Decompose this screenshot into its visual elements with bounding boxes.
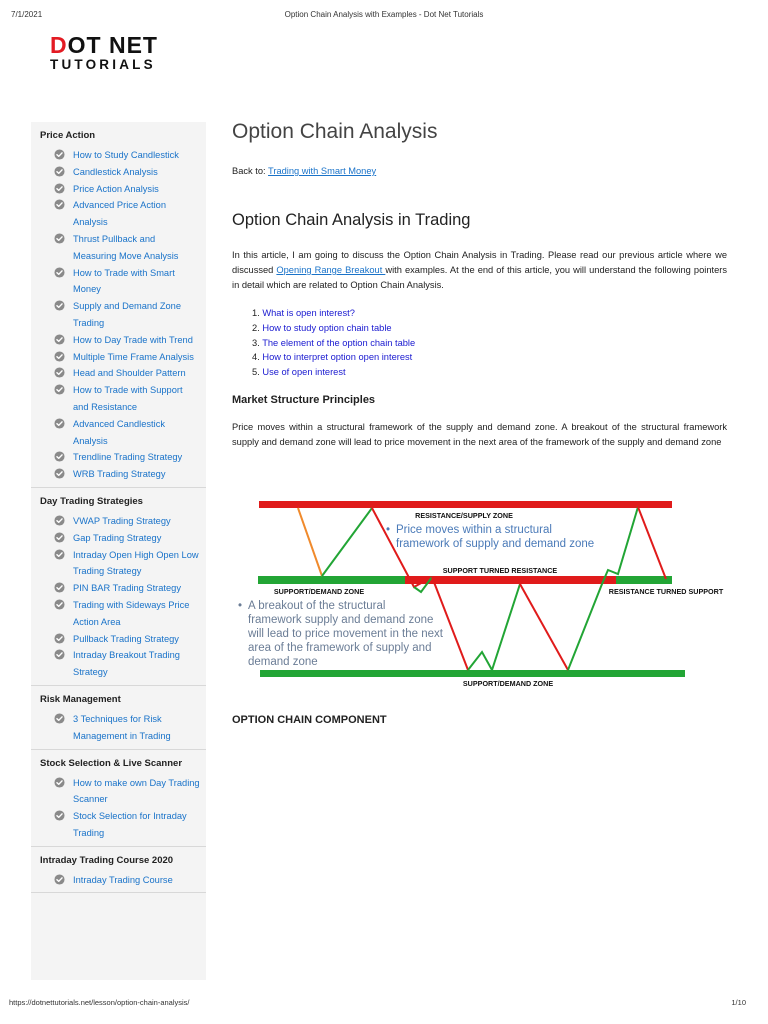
intro-link-opening-range-breakout[interactable]: Opening Range Breakout <box>276 265 386 275</box>
toc-number: 3. <box>252 337 260 348</box>
label-support-demand-2: SUPPORT/DEMAND ZONE <box>462 679 554 688</box>
sidebar-item-label: Trading with Sideways Price Action Area <box>73 599 190 627</box>
sidebar-item-label: Price Action Analysis <box>73 183 159 194</box>
sidebar-section-title: Price Action <box>40 130 96 141</box>
sidebar-item-label: How to Trade with Smart Money <box>73 267 175 295</box>
sidebar-item-head-and-shoulder-pattern[interactable] <box>31 365 206 382</box>
logo-line2: TUTORIALS <box>50 57 156 72</box>
section-title: Option Chain Analysis in Trading <box>232 211 471 229</box>
sidebar-item-label: Stock Selection for Intraday Trading <box>73 811 187 838</box>
back-link[interactable]: Trading with Smart Money <box>268 166 377 176</box>
sidebar-item-intraday-breakout-trading-strategy[interactable] <box>31 647 206 681</box>
check-circle-icon <box>54 183 65 194</box>
check-circle-icon <box>54 777 65 788</box>
sidebar-item-how-to-study-candlestick[interactable] <box>31 147 206 164</box>
toc-item[interactable] <box>252 365 415 380</box>
sidebar-item-label: Intraday Open High Open Low Trading Strategy <box>73 549 199 577</box>
price-path-down-4 <box>638 507 666 579</box>
check-circle-icon <box>54 233 65 244</box>
print-doc-title: Option Chain Analysis with Examples - Dot Net Tutorials <box>284 10 484 19</box>
sidebar-item-label: How to Trade with Support and Resistance <box>73 385 183 412</box>
sidebar-section-risk-management <box>31 686 206 750</box>
sidebar-section-price-action <box>31 122 206 488</box>
toc-link[interactable]: How to interpret option open interest <box>262 352 413 363</box>
note2-line5: demand zone <box>248 656 318 668</box>
sidebar-item-label: How to Study Candlestick <box>73 150 179 160</box>
support-demand-bar-left <box>258 576 405 584</box>
logo-letter-d: D <box>50 32 68 58</box>
check-circle-icon <box>54 166 65 177</box>
note2-line1: A breakout of the structural <box>248 600 386 612</box>
check-circle-icon <box>54 874 65 885</box>
price-path-orange <box>298 508 322 576</box>
check-circle-icon <box>54 199 65 210</box>
sidebar-item-label: 3 Techniques for Risk Management in Trading <box>73 713 171 741</box>
heading-option-chain-component: OPTION CHAIN COMPONENT <box>232 714 387 726</box>
label-support-turned-resistance: SUPPORT TURNED RESISTANCE <box>442 566 558 575</box>
market-paragraph: Price moves within a structural framework of the supply and demand zone. A breakout of the structural framework supply and demand zone will lead to price movement in the next area of the framework of the supply and demand zone <box>232 422 727 447</box>
sidebar-item-label: Head and Shoulder Pattern <box>73 368 186 379</box>
sidebar-item-advanced-price-action-analysis[interactable] <box>31 197 206 231</box>
market-structure-diagram <box>236 487 736 697</box>
sidebar-item-intraday-trading-course[interactable] <box>31 872 206 889</box>
toc-link[interactable]: What is open interest? <box>262 308 355 318</box>
note1-bullet: • <box>386 524 391 536</box>
toc-link[interactable]: The element of the option chain table <box>262 337 416 348</box>
resistance-supply-bar <box>259 501 672 508</box>
check-circle-icon <box>54 149 65 160</box>
check-circle-icon <box>54 515 65 526</box>
sidebar-item-label: Pullback Trading Strategy <box>73 633 179 644</box>
sidebar-item-trading-with-sideways-price-action-area[interactable] <box>31 597 206 631</box>
check-circle-icon <box>54 300 65 311</box>
check-circle-icon <box>54 384 65 395</box>
sidebar-item-label: Thrust Pullback and Measuring Move Analysis <box>73 233 179 261</box>
sidebar-item-label: How to Day Trade with Trend <box>73 334 193 345</box>
sidebar-item-how-to-day-trade-with-trend[interactable] <box>31 332 206 349</box>
sidebar-item-label: Intraday Breakout Trading Strategy <box>73 650 180 678</box>
intro-text-2: with examples. At the end of this article, you will understand the following pointers in detail which are related to Option Chain Analysis. <box>232 265 727 290</box>
sidebar-list <box>31 872 206 889</box>
sidebar-item-supply-and-demand-zone-trading[interactable] <box>31 298 206 332</box>
sidebar-section-title: Day Trading Strategies <box>40 495 143 507</box>
sidebar-item-how-to-trade-with-support-and-resistance[interactable] <box>31 382 206 416</box>
label-resistance-supply: RESISTANCE/SUPPLY ZONE <box>415 511 513 520</box>
check-circle-icon <box>54 599 65 610</box>
toc-number: 2. <box>252 322 260 333</box>
resistance-turned-support-bar <box>616 576 672 584</box>
price-path-down-2 <box>432 577 468 670</box>
print-page-number: 1/10 <box>731 998 746 1007</box>
sidebar-list <box>31 513 206 681</box>
toc-item[interactable] <box>252 336 415 351</box>
note2-line4: area of the framework of supply and <box>248 642 432 654</box>
sidebar-item-label: VWAP Trading Strategy <box>73 515 171 526</box>
sidebar-section-title: Intraday Trading Course 2020 <box>40 854 174 866</box>
price-path-down-3 <box>520 584 568 670</box>
breadcrumb <box>232 166 376 176</box>
note1-line2: framework of supply and demand zone <box>396 538 595 550</box>
sidebar-list <box>31 711 206 745</box>
sidebar-section-title: Risk Management <box>40 693 121 705</box>
sidebar-item-label: How to make own Day Trading Scanner <box>73 777 200 805</box>
note1-line1: Price moves within a structural <box>396 524 552 536</box>
sidebar-nav <box>31 122 206 980</box>
print-date: 7/1/2021 <box>11 10 43 19</box>
print-url: https://dotnettutorials.net/lesson/option-chain-analysis/ <box>9 998 190 1007</box>
sidebar-item-how-to-trade-with-smart-money[interactable] <box>31 265 206 299</box>
note-1 <box>386 524 594 550</box>
note2-bullet: • <box>238 600 243 612</box>
check-circle-icon <box>54 267 65 278</box>
label-resistance-turned-support: RESISTANCE TURNED SUPPORT <box>608 587 724 596</box>
sidebar-item-label: Trendline Trading Strategy <box>73 452 183 463</box>
sidebar-item-label: PIN BAR Trading Strategy <box>73 583 181 594</box>
sidebar-item-intraday-open-high-open-low-trading-strategy[interactable] <box>31 547 206 581</box>
sidebar-item-price-action-analysis[interactable] <box>31 181 206 198</box>
sidebar-item-label: Candlestick Analysis <box>73 166 158 177</box>
sidebar-item-stock-selection-for-intraday-trading[interactable] <box>31 808 206 842</box>
sidebar-section-intraday-trading-course-2020 <box>31 847 206 894</box>
check-circle-icon <box>54 582 65 593</box>
check-circle-icon <box>54 549 65 560</box>
sidebar-section-stock-selection-live-scanner <box>31 750 206 847</box>
check-circle-icon <box>54 351 65 362</box>
toc-item[interactable] <box>252 321 415 336</box>
sidebar-list <box>31 147 206 483</box>
support-turned-resistance-bar <box>405 576 616 584</box>
toc-number: 5. <box>252 367 260 378</box>
toc-number: 4. <box>252 352 260 363</box>
page-title: Option Chain Analysis <box>232 120 438 143</box>
toc-link[interactable]: Use of open interest <box>262 367 346 378</box>
sidebar-item-label: Multiple Time Frame Analysis <box>73 351 194 362</box>
sidebar-item-label: Advanced Candlestick Analysis <box>73 418 165 446</box>
check-circle-icon <box>54 633 65 644</box>
toc-item[interactable] <box>252 350 415 365</box>
sidebar-item-multiple-time-frame-analysis[interactable] <box>31 349 206 366</box>
sidebar-list <box>31 775 206 842</box>
support-demand-bar-bottom <box>260 670 685 677</box>
check-circle-icon <box>54 649 65 660</box>
price-path-up-1 <box>322 508 372 576</box>
note2-line2: framework supply and demand zone <box>248 614 434 626</box>
sidebar-item-candlestick-analysis[interactable] <box>31 164 206 181</box>
sidebar-item-label: Gap Trading Strategy <box>73 532 162 543</box>
check-circle-icon <box>54 334 65 345</box>
sidebar-item-thrust-pullback-and-measuring-move-analysis[interactable] <box>31 231 206 265</box>
sidebar-item-trendline-trading-strategy[interactable] <box>31 449 206 466</box>
check-circle-icon <box>54 418 65 429</box>
print-footer <box>0 998 768 1010</box>
sidebar-item-label: Advanced Price Action Analysis <box>73 200 167 228</box>
sidebar-section-day-trading-strategies <box>31 488 206 686</box>
sidebar-item-wrb-trading-strategy[interactable] <box>31 466 206 483</box>
sidebar-item-pin-bar-trading-strategy[interactable] <box>31 580 206 597</box>
sidebar-item-gap-trading-strategy[interactable] <box>31 530 206 547</box>
sidebar-item-3-techniques-for-risk-management-in-trading[interactable] <box>31 711 206 745</box>
intro-text-1: In this article, I am going to discuss the Option Chain Analysis in Trading. Please read our previous article where we discussed <box>232 250 727 275</box>
price-path-up-2 <box>468 584 520 670</box>
sidebar-item-vwap-trading-strategy[interactable] <box>31 513 206 530</box>
check-circle-icon <box>54 532 65 543</box>
sidebar-item-label: Intraday Trading Course <box>73 874 173 885</box>
sidebar-item-pullback-trading-strategy[interactable] <box>31 631 206 648</box>
sidebar-item-label: WRB Trading Strategy <box>73 469 166 480</box>
logo-line1 <box>50 34 165 57</box>
toc-link[interactable]: How to study option chain table <box>262 322 392 333</box>
print-header <box>0 10 768 24</box>
check-circle-icon <box>54 713 65 724</box>
toc-item[interactable] <box>252 306 415 321</box>
site-logo[interactable] <box>50 34 165 74</box>
check-circle-icon <box>54 810 65 821</box>
sidebar-section-title: Stock Selection & Live Scanner <box>40 757 183 769</box>
note2-line3: will lead to price movement in the next <box>248 628 443 640</box>
table-of-contents <box>252 306 415 380</box>
back-label: Back to: <box>232 166 266 176</box>
check-circle-icon <box>54 468 65 479</box>
check-circle-icon <box>54 367 65 378</box>
sidebar-item-label: Supply and Demand Zone Trading <box>73 301 182 328</box>
check-circle-icon <box>54 451 65 462</box>
sidebar-item-advanced-candlestick-analysis[interactable] <box>31 416 206 450</box>
heading-market-structure: Market Structure Principles <box>232 394 376 406</box>
intro-paragraph <box>232 248 727 293</box>
logo-line1-rest: OT NET <box>67 32 158 58</box>
sidebar-item-how-to-make-own-day-trading-scanner[interactable] <box>31 775 206 809</box>
label-support-demand-1: SUPPORT/DEMAND ZONE <box>273 587 365 596</box>
note-2 <box>238 600 444 668</box>
toc-number: 1. <box>252 308 260 318</box>
